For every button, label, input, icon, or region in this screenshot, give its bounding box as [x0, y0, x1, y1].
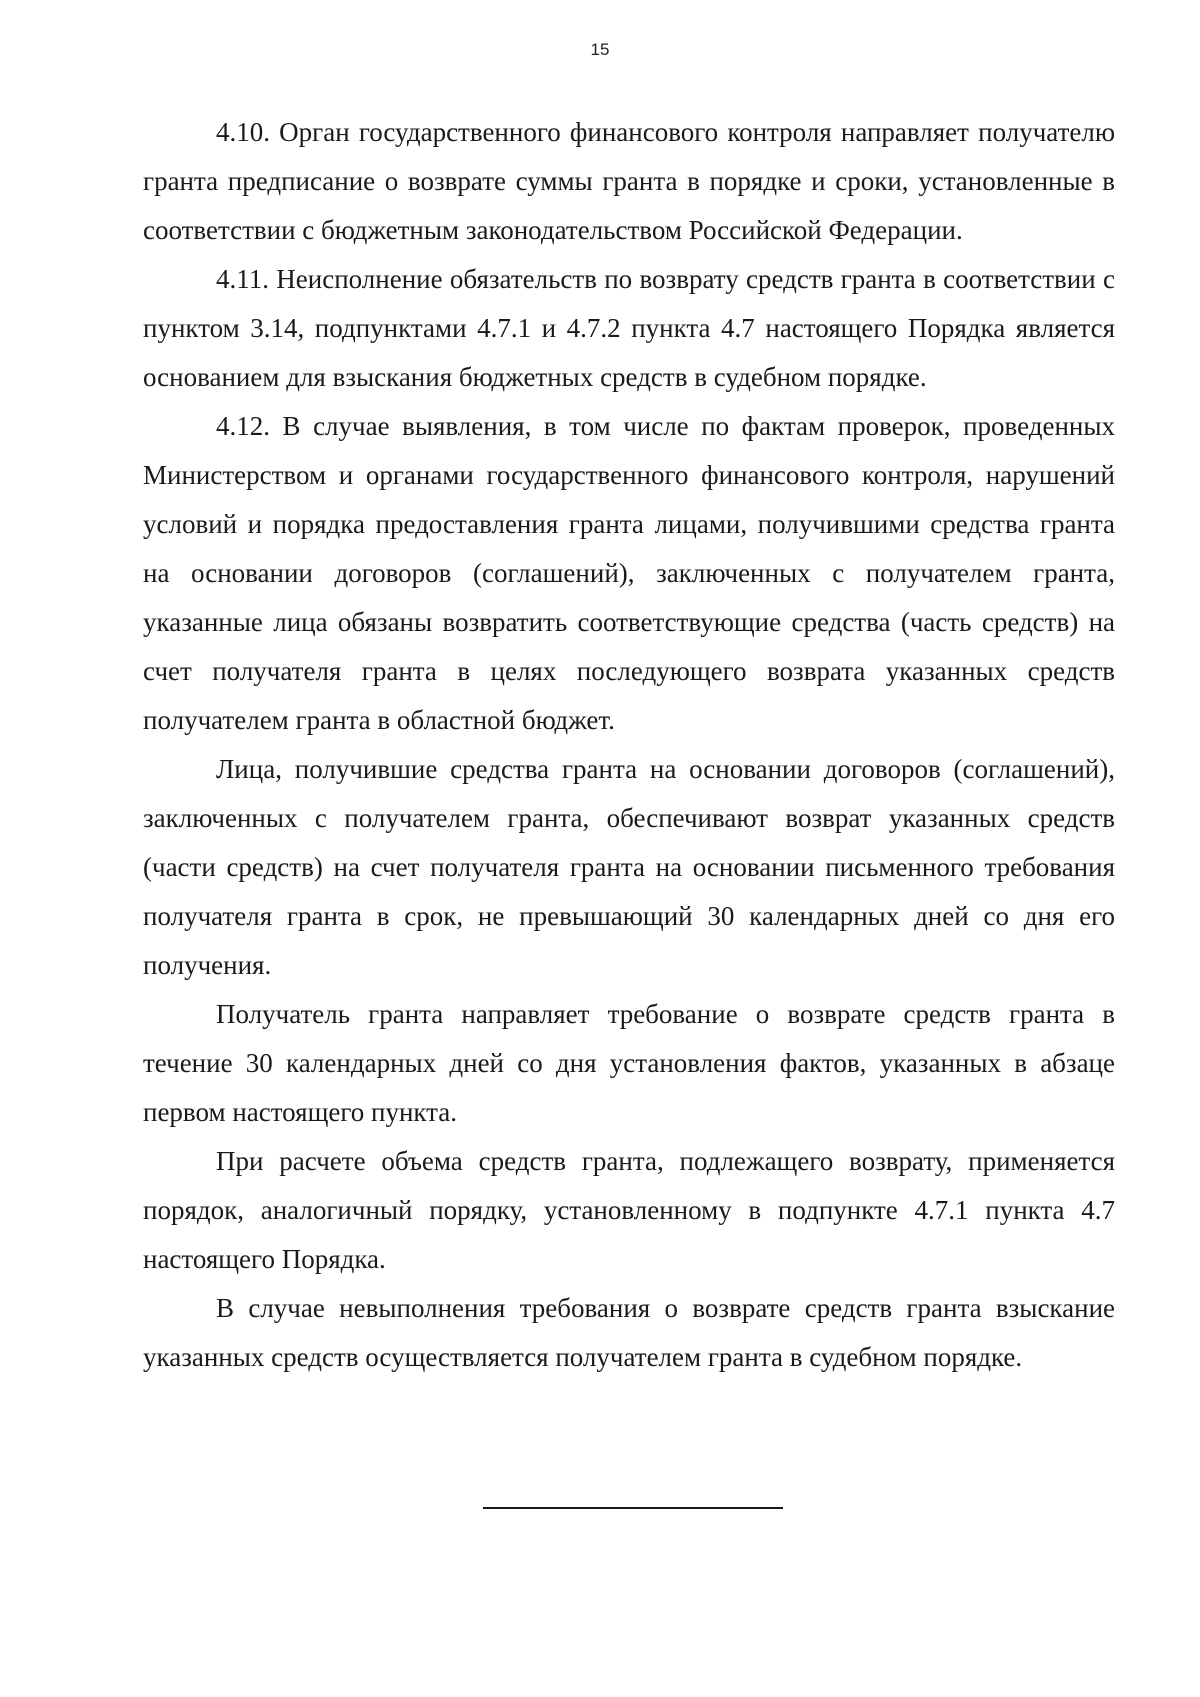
paragraph-4-12: 4.12. В случае выявления, в том числе по фактам проверок, проведенных Министерством и органами государственного финансового контроля, нарушений условий и порядка предоставления гранта лицами, получившими средства гранта на основании договоров (соглашений), заключенных с получателем гранта, указанные лица обязаны возвратить соответствующие средства (часть средств) на счет получателя гранта в целях последующего возврата указанных средств получателем гранта в областной бюджет. — [143, 411, 1115, 735]
paragraph-4-12-calculation: При расчете объема средств гранта, подлежащего возврату, применяется порядок, аналогичный порядку, установленному в подпункте 4.7.1 пункта 4.7 настоящего Порядка. — [143, 1146, 1115, 1274]
paragraph-4-10: 4.10. Орган государственного финансового контроля направляет получателю гранта предписание о возврате суммы гранта в порядке и сроки, установленные в соответствии с бюджетным законодательством Российской Федерации. — [143, 117, 1115, 245]
page-number: 15 — [590, 40, 610, 59]
paragraph-4-12-court-recovery: В случае невыполнения требования о возврате средств гранта взыскание указанных средств осуществляется получателем гранта в судебном порядке. — [143, 1293, 1115, 1372]
paragraph-4-11: 4.11. Неисполнение обязательств по возврату средств гранта в соответствии с пунктом 3.14, подпунктами 4.7.1 и 4.7.2 пункта 4.7 настоящего Порядка является основанием для взыскания бюджетных средств в судебном порядке. — [143, 264, 1115, 392]
paragraph-4-12-return-obligation: Лица, получившие средства гранта на основании договоров (соглашений), заключенных с получателем гранта, обеспечивают возврат указанных средств (части средств) на счет получателя гранта на основании письменного требования получателя гранта в срок, не превышающий 30 календарных дней со дня его получения. — [143, 754, 1115, 980]
end-divider-line — [483, 1507, 783, 1509]
paragraph-4-12-demand-deadline: Получатель гранта направляет требование о возврате средств гранта в течение 30 календарных дней со дня установления фактов, указанных в абзаце первом настоящего пункта. — [143, 999, 1115, 1127]
document-body — [143, 108, 1115, 1382]
